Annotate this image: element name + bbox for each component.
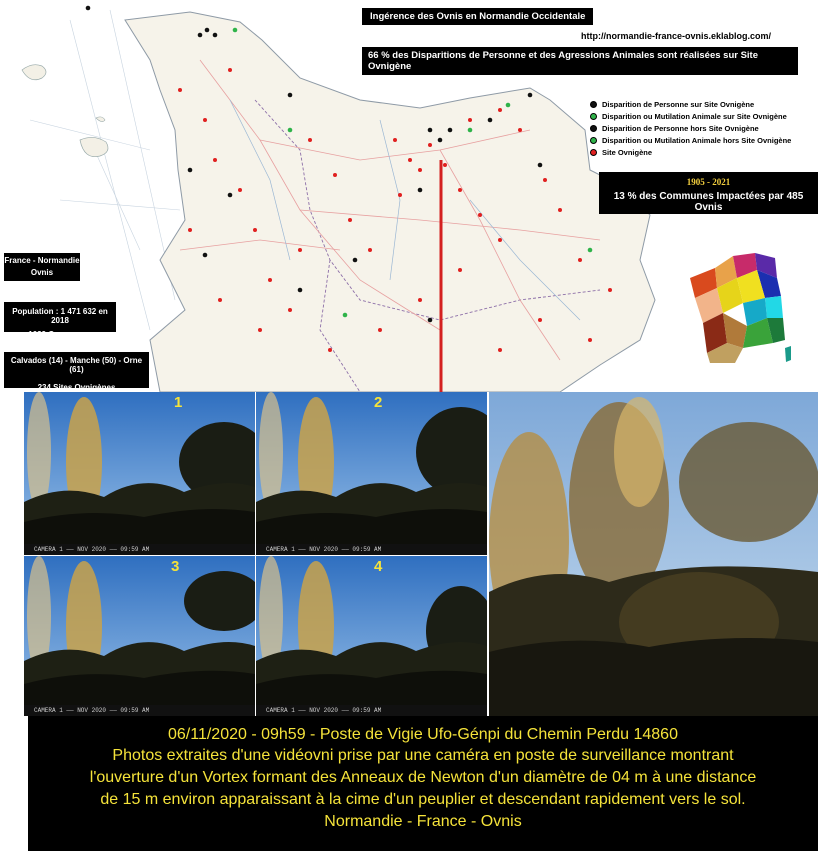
caption-line-3: de 15 m environ apparaissant à la cime d'un peuplier et descendant rapidement vers le sol.: [100, 791, 746, 808]
departments-box: [4, 352, 149, 392]
black-pin-icon: [590, 101, 597, 108]
legend-label: Disparition de Personne sur Site Ovnigène: [602, 99, 755, 109]
zoomed-frame: [489, 392, 818, 716]
legend-item: [590, 110, 791, 122]
legend-item: [590, 98, 791, 110]
map-title: Ingérence des Ovnis en Normandie Occidentale: [362, 8, 593, 25]
video-frame-4: [256, 556, 487, 716]
legend-item: [590, 122, 791, 134]
departments-line1: Calvados (14) - Manche (50) - Orne (61): [10, 356, 143, 374]
legend-label: Disparition ou Mutilation Animale sur Site Ovnigène: [602, 111, 787, 121]
red-pin-icon: [590, 149, 597, 156]
region-line2: Ovnis: [30, 268, 54, 277]
camera-overlay: CAMERA 1 ── NOV 2020 ── 09:59 AM: [24, 705, 255, 716]
population-line1: Population : 1 471 632 en 2018: [12, 307, 108, 325]
statistic-banner: 66 % des Disparitions de Personne et des Agressions Animales sont réalisées sur Site Ovnigène: [362, 47, 798, 75]
green-pin-icon: [590, 137, 597, 144]
camera-overlay: CAMERA 1 ── NOV 2020 ── 09:59 AM: [256, 705, 487, 716]
departments-line2: 234 Sites Ovnigènes: [37, 383, 116, 392]
legend-item: [590, 146, 791, 158]
period-years: 1905 - 2021: [686, 177, 731, 187]
frame-number: 3: [171, 558, 180, 575]
frame-number: 2: [374, 394, 383, 411]
legend-label: Disparition ou Mutilation Animale hors Site Ovnigène: [602, 135, 792, 145]
frame-number: 4: [374, 558, 383, 575]
caption-line-2: l'ouverture d'un Vortex formant des Anneaux de Newton d'un diamètre de 04 m à une distance: [89, 769, 757, 786]
legend-label: Site Ovnigène: [602, 147, 653, 157]
region-line1: France - Normandie: [4, 256, 80, 265]
camera-overlay: CAMERA 1 ── NOV 2020 ── 09:59 AM: [24, 544, 255, 555]
region-box: [4, 253, 80, 281]
caption-line-1: Photos extraites d'une vidéovni prise par une caméra en poste de surveillance montrant: [112, 747, 734, 764]
legend-item: [590, 134, 791, 146]
site-url[interactable]: http://normandie-france-ovnis.eklablog.com/: [581, 31, 772, 41]
video-frame-3: [24, 556, 255, 716]
impact-text: 13 % des Communes Impactées par 485 Ovnis: [613, 191, 804, 213]
population-line2: 1632 Communes: [28, 330, 92, 339]
video-frame-2: [256, 392, 487, 555]
period-box: [599, 172, 818, 214]
legend-label: Disparition de Personne hors Site Ovnigène: [602, 123, 759, 133]
map-legend: [590, 98, 791, 158]
caption-footer: Normandie - France - Ovnis: [324, 813, 522, 830]
camera-overlay: CAMERA 1 ── NOV 2020 ── 09:59 AM: [256, 544, 487, 555]
black-pin-icon: [590, 125, 597, 132]
green-pin-icon: [590, 113, 597, 120]
caption-box: [28, 716, 818, 851]
population-box: [4, 302, 116, 339]
france-regions-icon: [685, 248, 795, 368]
video-frame-1: [24, 392, 255, 555]
frame-number: 1: [174, 394, 183, 411]
caption-heading: 06/11/2020 - 09h59 - Poste de Vigie Ufo-Génpi du Chemin Perdu 14860: [168, 726, 678, 743]
